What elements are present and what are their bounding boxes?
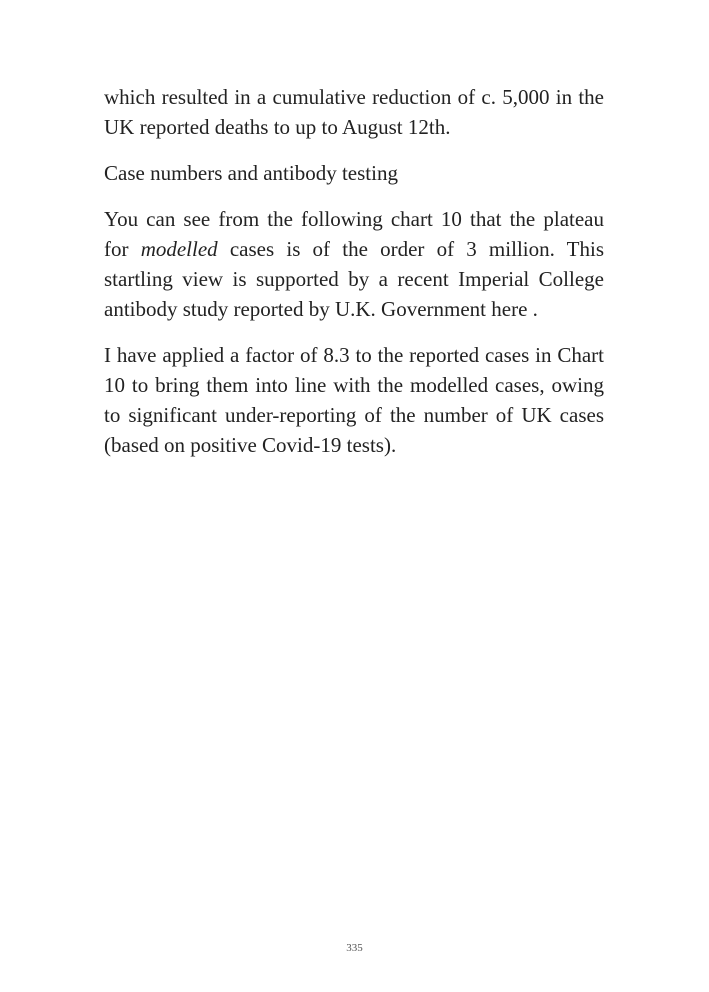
paragraph-modelled-cases xyxy=(104,204,604,324)
section-heading: Case numbers and antibody testing xyxy=(104,161,398,185)
emphasis-modelled: modelled xyxy=(140,237,218,261)
paragraph-factor: I have applied a factor of 8.3 to the reported cases in Chart 10 to bring them into line with the modelled cases, owing to significant under-reporting of the number of UK cases (based on positive Covid-19 tests). xyxy=(104,343,604,457)
text-run: You can see from the following chart 10 that the plateau for xyxy=(104,207,604,261)
page-body xyxy=(104,82,604,476)
page-number: 335 xyxy=(346,942,363,954)
paragraph-deaths-reduction: which resulted in a cumulative reduction of c. 5,000 in the UK reported deaths to up to August 12th. xyxy=(104,85,604,139)
text-run: cases is of the order of 3 million. This startling view is supported by a recent Imperial College antibody study reported by U.K. Government here . xyxy=(104,237,604,321)
